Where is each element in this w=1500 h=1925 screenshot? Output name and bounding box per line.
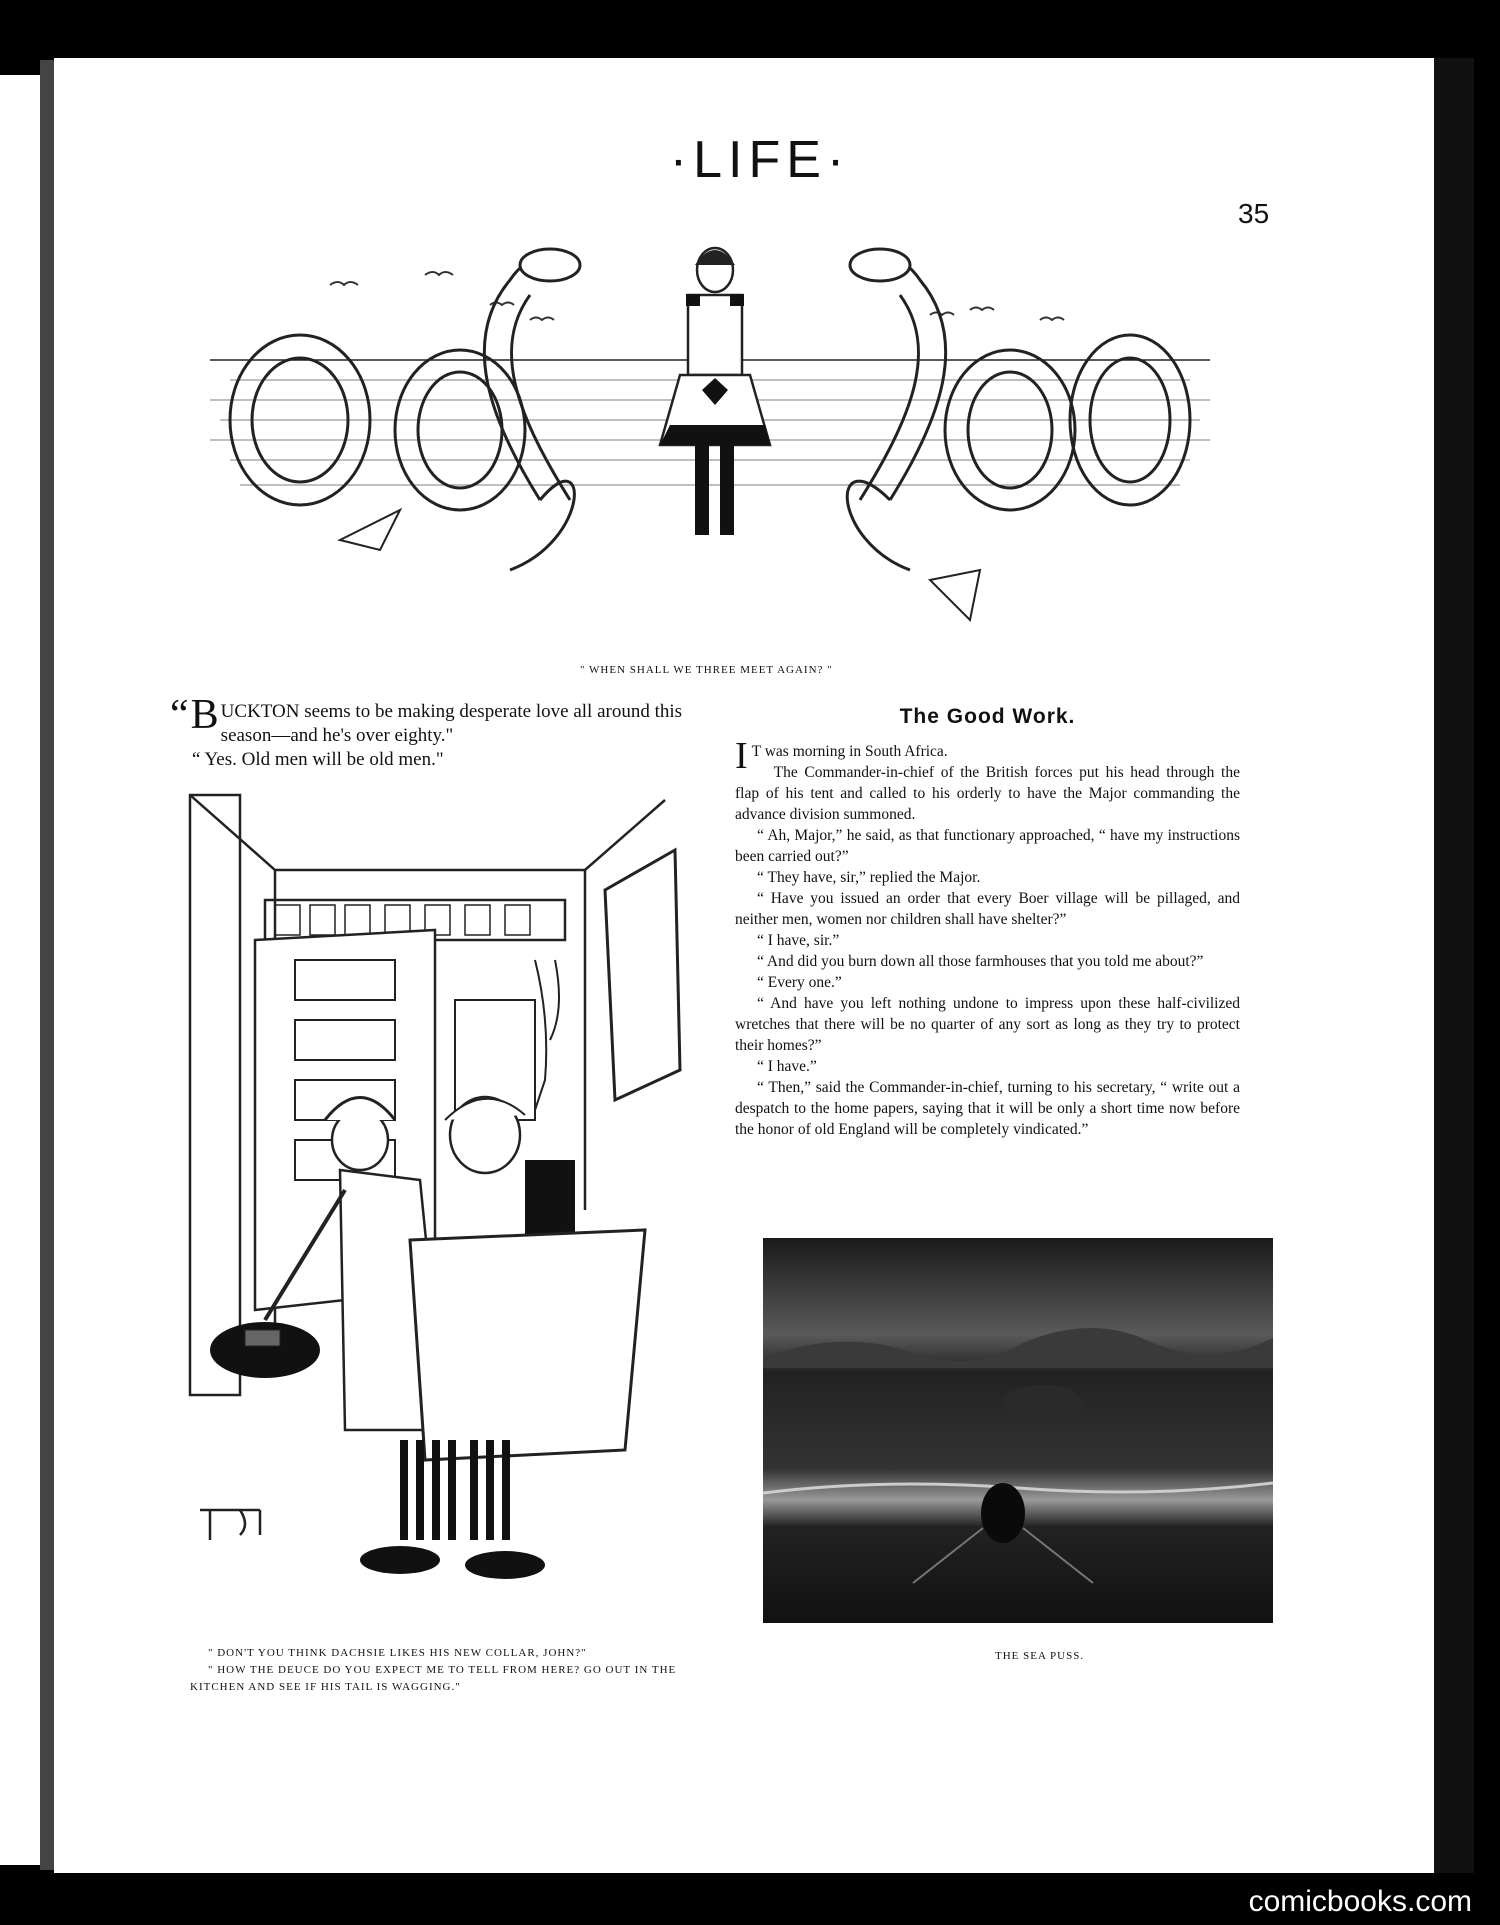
story-paragraph-10: “ I have.” [757, 1058, 817, 1075]
sea-puss-caption: THE SEA PUSS. [995, 1650, 1085, 1662]
illustration-caption: " WHEN SHALL WE THREE MEET AGAIN? " [580, 664, 833, 676]
masthead-title: ·LIFE· [669, 131, 851, 189]
sea-serpents-illustration [210, 240, 1210, 650]
binding-gutter [40, 60, 54, 1870]
cartoon-caption [190, 1645, 720, 1696]
page-right-border [1434, 58, 1474, 1873]
sea-puss-picture [763, 1238, 1273, 1623]
story-title: The Good Work. [899, 705, 1076, 728]
story-drop-letter: I [735, 735, 748, 777]
previous-page-edge [0, 75, 40, 1865]
parlor-cartoon [185, 790, 685, 1590]
joke-line-1: UCKTON seems to be making desperate love all around this season—and he's over eighty." [220, 701, 683, 746]
joke-drop-letter: B [190, 692, 219, 738]
story-paragraph-3: “ Ah, Major,” he said, as that functionary approached, “ have my instructions been carried out?” [735, 827, 1240, 865]
story-paragraph-6: “ I have, sir.” [757, 932, 840, 949]
story-paragraph-2: The Commander-in-chief of the British forces put his head through the flap of his tent and called to his orderly to have the Major commanding the advance division summoned. [735, 764, 1240, 823]
site-watermark: comicbooks.com [1248, 1885, 1472, 1918]
good-work-story [735, 705, 1240, 1140]
page-number: 35 [1238, 198, 1270, 229]
story-paragraph-5: “ Have you issued an order that every Boer village will be pillaged, and neither men, women nor children shall have shelter?” [735, 890, 1240, 928]
cartoon-caption-line-2: " HOW THE DEUCE DO YOU EXPECT ME TO TELL FROM HERE? GO OUT IN THE KITCHEN AND SEE IF HIS TAIL IS WAGGING." [190, 1664, 677, 1693]
joke-open-quote: “ [170, 692, 189, 738]
story-paragraph-4: “ They have, sir,” replied the Major. [757, 869, 981, 886]
cartoon-caption-line-1: " DON'T YOU THINK DACHSIE LIKES HIS NEW COLLAR, JOHN?" [208, 1647, 587, 1659]
buckton-joke [170, 692, 725, 772]
story-paragraph-9: “ And have you left nothing undone to impress upon these half-civilized wretches that there will be no quarter of any sort as long as they try to protect their homes?” [735, 995, 1240, 1054]
story-paragraph-1: I T was morning in South Africa. [735, 735, 948, 777]
joke-line-2: “ Yes. Old men will be old men." [192, 749, 444, 770]
story-paragraph-8: “ Every one.” [757, 974, 842, 991]
story-paragraph-7: “ And did you burn down all those farmhouses that you told me about?” [757, 953, 1204, 970]
story-paragraph-11: “ Then,” said the Commander-in-chief, turning to his secretary, “ write out a despatch to the home papers, saying that it will be only a short time now before the honor of old England will be completely vindicated.” [735, 1079, 1240, 1138]
